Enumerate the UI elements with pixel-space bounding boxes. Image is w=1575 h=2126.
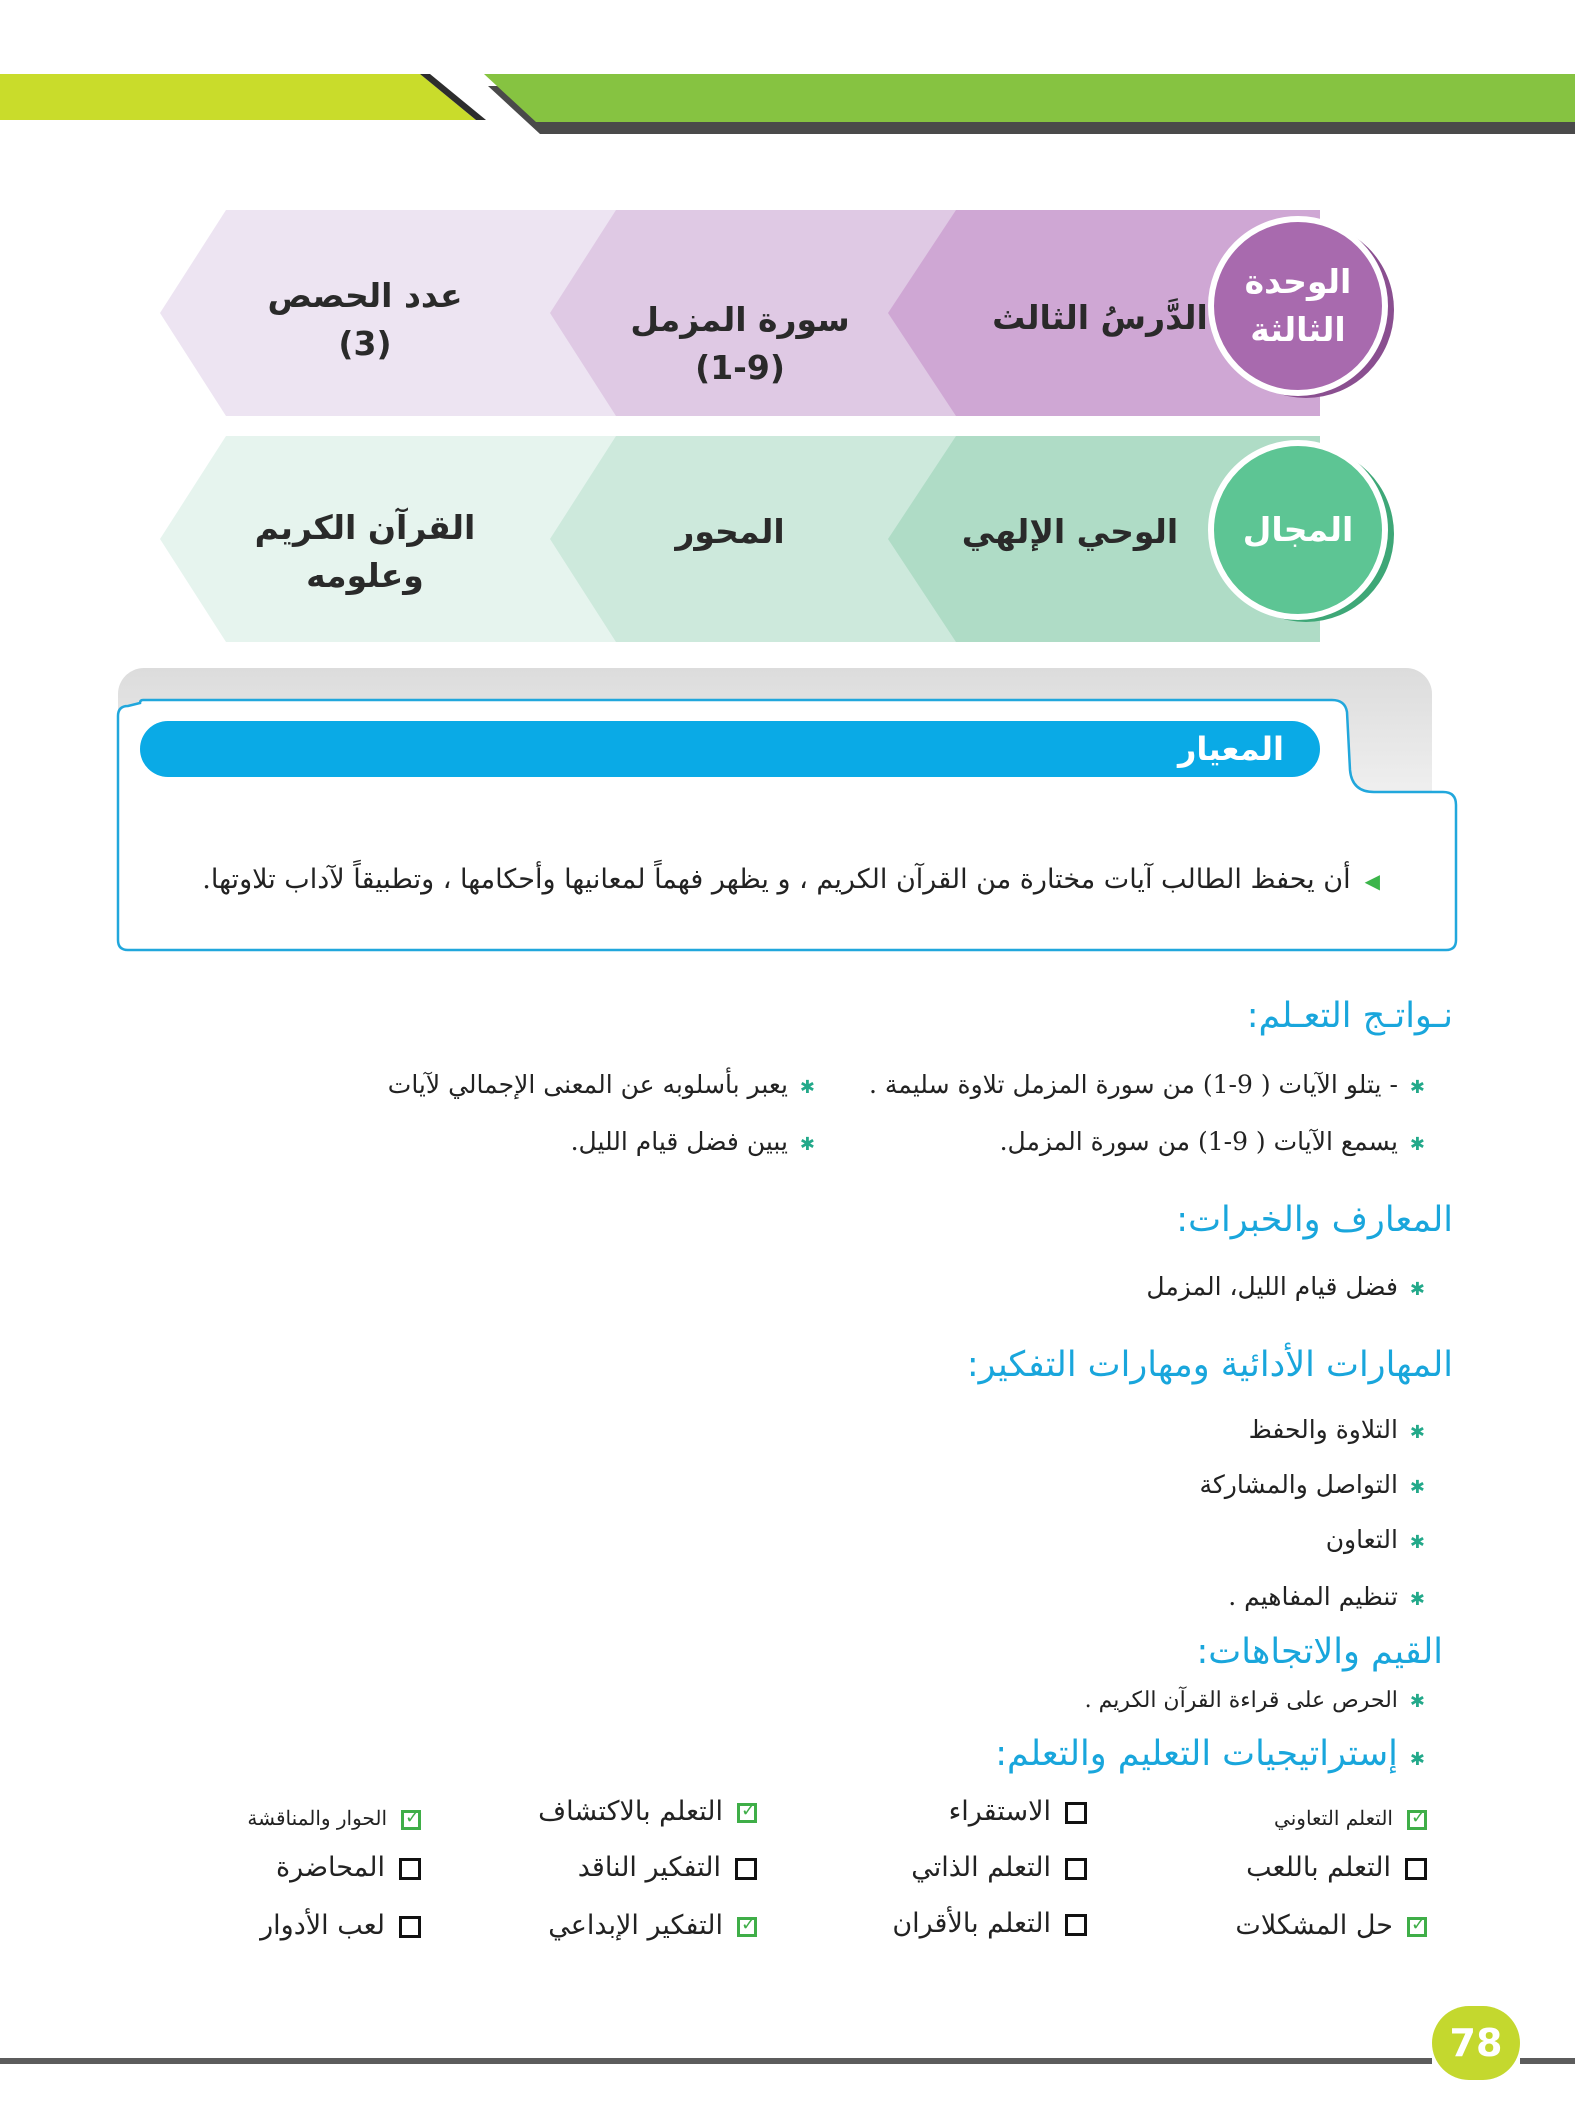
outcome-text: - يتلو الآيات ( 9-1) من سورة المزمل تلاوة سليمة . [869, 1070, 1398, 1099]
criterion-statement: أن يحفظ الطالب آيات مختارة من القرآن الكريم ، و يظهر فهماً لمعانيها وأحكامها ، وتطبيقاً لآداب تلاوتها. [202, 864, 1351, 895]
outcomes-title: نـواتـج التعـلم: [1246, 996, 1453, 1036]
criterion-text [190, 864, 1380, 895]
value-text: الحرص على قراءة القرآن الكريم . [1084, 1688, 1398, 1713]
checkbox-icon[interactable] [735, 1858, 757, 1880]
skill-item [1228, 1582, 1425, 1611]
strategy-item[interactable] [949, 1796, 1087, 1827]
outcome-item [571, 1127, 815, 1156]
checkbox-checked-icon[interactable] [737, 1803, 757, 1823]
bullet-icon: ✱ [1409, 1077, 1425, 1098]
value-item [1085, 1688, 1425, 1713]
outcome-text: يبين فضل قيام الليل. [570, 1127, 788, 1156]
skills-title: المهارات الأدائية ومهارات التفكير: [966, 1345, 1453, 1385]
skill-text: التلاوة والحفظ [1248, 1415, 1398, 1444]
outcome-text: يعبر بأسلوبه عن المعنى الإجمالي لآيات [387, 1070, 788, 1099]
checkbox-checked-icon[interactable] [737, 1917, 757, 1937]
strategy-item[interactable] [1274, 1806, 1427, 1830]
strategy-item[interactable] [276, 1852, 421, 1883]
checkbox-icon[interactable] [1405, 1858, 1427, 1880]
lesson-label: الدَّرسُ الثالث [992, 298, 1208, 337]
sessions-value: (3) [338, 324, 392, 363]
strategy-label: التعلم التعاوني [1274, 1806, 1393, 1830]
unit-label: الوحدة الثالثة [1244, 262, 1352, 349]
strategy-label: التفكير الإبداعي [548, 1910, 723, 1941]
verse-range: (1-9) [695, 348, 785, 387]
sciences-label: وعلومه [306, 556, 424, 595]
strategies-title-text: إستراتيجيات التعليم والتعلم: [995, 1734, 1398, 1774]
outcome-item [869, 1070, 1425, 1099]
bullet-icon: ✱ [1409, 1422, 1425, 1443]
strategy-label: الحوار والمناقشة [247, 1806, 387, 1830]
triangle-bullet-icon: ◀ [1364, 869, 1380, 893]
strategy-item[interactable] [1246, 1852, 1427, 1883]
outcome-item [1000, 1127, 1425, 1156]
bullet-icon: ✱ [799, 1077, 815, 1098]
bullet-icon: ✱ [799, 1134, 815, 1155]
knowledge-text: فضل قيام الليل، المزمل [1146, 1272, 1398, 1301]
checkbox-checked-icon[interactable] [401, 1810, 421, 1830]
strategy-label: التعلم بالاكتشاف [538, 1796, 723, 1827]
strategies-title [995, 1734, 1425, 1774]
strategy-label: التعلم بالأقران [892, 1908, 1051, 1939]
strategy-label: التعلم باللعب [1246, 1852, 1391, 1883]
bullet-icon: ✱ [1409, 1279, 1425, 1300]
criterion-title: المعيار [140, 721, 1320, 777]
knowledge-title: المعارف والخبرات: [1176, 1200, 1453, 1240]
strategy-item[interactable] [578, 1852, 757, 1883]
skill-text: التعاون [1325, 1525, 1398, 1554]
checkbox-checked-icon[interactable] [1407, 1917, 1427, 1937]
criterion-frame [0, 0, 1575, 980]
skill-item [1249, 1415, 1425, 1444]
strategy-label: التعلم الذاتي [911, 1852, 1051, 1883]
bullet-icon: ✱ [1409, 1691, 1425, 1712]
checkbox-checked-icon[interactable] [1407, 1810, 1427, 1830]
outcome-item [388, 1070, 815, 1099]
footer-line-right [1520, 2058, 1575, 2064]
bullet-icon: ✱ [1409, 1134, 1425, 1155]
sessions-label: عدد الحصص [267, 276, 463, 315]
strategy-label: التفكير الناقد [577, 1852, 721, 1883]
checkbox-icon[interactable] [399, 1858, 421, 1880]
skill-item [1326, 1525, 1425, 1554]
footer-line [0, 2058, 1432, 2064]
checkbox-icon[interactable] [1065, 1914, 1087, 1936]
axis-label: المحور [675, 512, 785, 551]
skill-text: تنظيم المفاهيم . [1228, 1582, 1398, 1611]
values-title: القيم والاتجاهات: [1196, 1632, 1443, 1672]
divine-revelation: الوحي الإلهي [961, 512, 1179, 551]
domain-label: المجال [1242, 510, 1354, 549]
knowledge-item [1146, 1272, 1425, 1301]
bullet-icon: ✱ [1409, 1477, 1425, 1498]
bullet-icon: ✱ [1409, 1589, 1425, 1610]
strategy-item[interactable] [247, 1806, 421, 1830]
strategy-item[interactable] [548, 1910, 757, 1941]
bullet-icon: ✱ [1409, 1749, 1425, 1770]
checkbox-icon[interactable] [1065, 1858, 1087, 1880]
bullet-icon: ✱ [1409, 1532, 1425, 1553]
strategy-label: الاستقراء [948, 1796, 1051, 1827]
outcome-text: يسمع الآيات ( 9-1) من سورة المزمل. [999, 1127, 1398, 1156]
strategy-item[interactable] [538, 1796, 757, 1827]
checkbox-icon[interactable] [1065, 1802, 1087, 1824]
skill-item [1199, 1470, 1425, 1499]
strategy-item[interactable] [892, 1908, 1087, 1939]
strategy-label: حل المشكلات [1235, 1910, 1393, 1941]
checkbox-icon[interactable] [399, 1916, 421, 1938]
strategy-item[interactable] [911, 1852, 1087, 1883]
quran-label: القرآن الكريم [254, 508, 476, 547]
surah-title: سورة المزمل [630, 300, 850, 339]
strategy-label: المحاضرة [276, 1852, 385, 1883]
strategy-label: لعب الأدوار [260, 1910, 385, 1941]
strategy-item[interactable] [1235, 1910, 1427, 1941]
skill-text: التواصل والمشاركة [1199, 1470, 1398, 1499]
strategy-item[interactable] [260, 1910, 421, 1941]
page-number: 78 [1432, 2006, 1520, 2080]
